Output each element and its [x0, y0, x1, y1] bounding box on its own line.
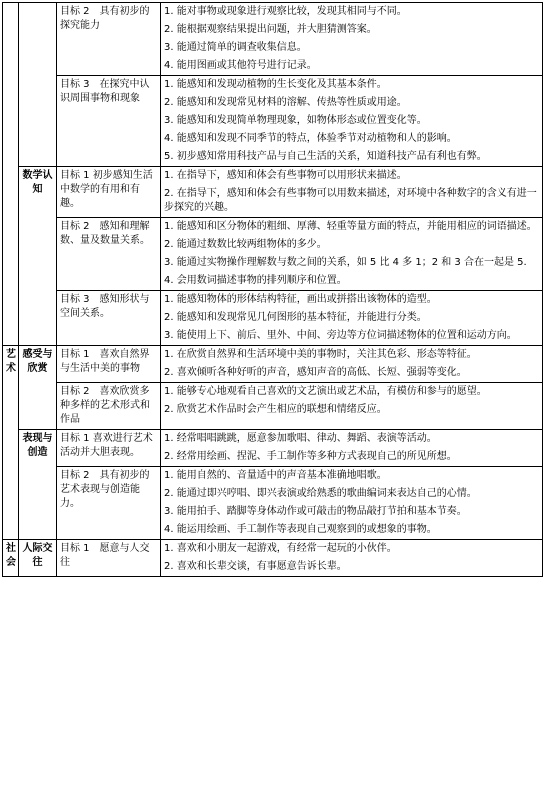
- goal-items: [161, 467, 543, 540]
- list-item: 5. 初步感知常用科技产品与自己生活的关系，知道科技产品有利也有弊。: [164, 151, 487, 162]
- list-item: 3. 能通过简单的调查收集信息。: [164, 42, 307, 53]
- subdomain-cell: 表现与创造: [19, 430, 57, 540]
- list-item: 1. 在指导下，感知和体会有些事物可以用形状来描述。: [164, 170, 407, 181]
- goal-title: 目标 1 初步感知生活中数学的有用和有趣。: [57, 167, 161, 218]
- subdomain-cell: 人际交往: [19, 540, 57, 577]
- domain-cell: 艺术: [3, 346, 19, 540]
- list-item: 3. 能感知和发现简单物理现象，如物体形态或位置变化等。: [164, 115, 427, 126]
- goal-items: [161, 3, 543, 76]
- list-item: 4. 能运用绘画、手工制作等表现自己观察到的或想象的事物。: [164, 524, 437, 535]
- list-item: 2. 喜欢和长辈交谈，有事愿意告诉长辈。: [164, 561, 347, 572]
- table-row: [3, 540, 543, 577]
- subdomain-cell: [19, 3, 57, 167]
- domain-cell: [3, 3, 19, 346]
- table-row: [3, 76, 543, 167]
- list-item: 2. 能感知和发现常见几何图形的基本特征，并能进行分类。: [164, 312, 427, 323]
- list-item: 2. 能通过即兴哼唱、即兴表演或给熟悉的歌曲编词来表达自己的心情。: [164, 488, 477, 499]
- subdomain-cell: 数学认知: [19, 167, 57, 346]
- goal-items: [161, 218, 543, 291]
- goal-title: 目标 1 喜欢自然界与生活中美的事物: [57, 346, 161, 383]
- list-item: 1. 在欣赏自然界和生活环境中美的事物时，关注其色彩、形态等特征。: [164, 349, 477, 360]
- goal-title: 目标 2 具有初步的艺术表现与创造能力。: [57, 467, 161, 540]
- goal-title: 目标 1 喜欢进行艺术活动并大胆表现。: [57, 430, 161, 467]
- goal-title: 目标 2 喜欢欣赏多种多样的艺术形式和作品: [57, 383, 161, 430]
- list-item: 2. 能通过数数比较两组物体的多少。: [164, 239, 327, 250]
- domain-cell: 社会: [3, 540, 19, 577]
- goal-items: [161, 540, 543, 577]
- goal-items: [161, 430, 543, 467]
- goal-items: [161, 167, 543, 218]
- table-row: [3, 346, 543, 383]
- list-item: 2. 能根据观察结果提出问题，并大胆猜测答案。: [164, 24, 377, 35]
- table-row: [3, 383, 543, 430]
- goal-items: [161, 291, 543, 346]
- goal-items: [161, 383, 543, 430]
- goal-title: 目标 3 感知形状与空间关系。: [57, 291, 161, 346]
- goal-title: 目标 2 具有初步的探究能力: [57, 3, 161, 76]
- list-item: 2. 欣赏艺术作品时会产生相应的联想和情绪反应。: [164, 404, 387, 415]
- list-item: 3. 能用拍手、踏脚等身体动作或可敲击的物品敲打节拍和基本节奏。: [164, 506, 467, 517]
- subdomain-cell: 感受与欣赏: [19, 346, 57, 430]
- list-item: 1. 喜欢和小朋友一起游戏，有经常一起玩的小伙伴。: [164, 543, 397, 554]
- goal-items: [161, 76, 543, 167]
- list-item: 3. 能通过实物操作理解数与数之间的关系，如 5 比 4 多 1；2 和 3 合在一起是 5.: [164, 257, 527, 268]
- table-row: [3, 218, 543, 291]
- list-item: 2. 在指导下，感知和体会有些事物可以用数来描述，对环境中各种数字的含义有进一步探究的兴趣。: [164, 188, 537, 213]
- list-item: 1. 能感知和区分物体的粗细、厚薄、轻重等量方面的特点，并能用相应的词语描述。: [164, 221, 537, 232]
- table-row: [3, 167, 543, 218]
- list-item: 1. 能对事物或现象进行观察比较，发现其相同与不同。: [164, 6, 407, 17]
- list-item: 2. 喜欢倾听各种好听的声音，感知声音的高低、长短、强弱等变化。: [164, 367, 467, 378]
- goal-title: 目标 3 在探究中认识周围事物和现象: [57, 76, 161, 167]
- list-item: 3. 能使用上下、前后、里外、中间、旁边等方位词描述物体的位置和运动方向。: [164, 330, 517, 341]
- list-item: 2. 经常用绘画、捏泥、手工制作等多种方式表现自己的所见所想。: [164, 451, 457, 462]
- list-item: 1. 能够专心地观看自己喜欢的文艺演出或艺术品，有模仿和参与的愿望。: [164, 386, 487, 397]
- goal-title: 目标 1 愿意与人交往: [57, 540, 161, 577]
- table-row: [3, 3, 543, 76]
- list-item: 4. 能用图画或其他符号进行记录。: [164, 60, 317, 71]
- list-item: 1. 能感知物体的形体结构特征，画出或拼搭出该物体的造型。: [164, 294, 437, 305]
- list-item: 2. 能感知和发现常见材料的溶解、传热等性质或用途。: [164, 97, 407, 108]
- list-item: 4. 会用数词描述事物的排列顺序和位置。: [164, 275, 347, 286]
- list-item: 1. 能用自然的、音量适中的声音基本准确地唱歌。: [164, 470, 387, 481]
- goal-items: [161, 346, 543, 383]
- list-item: 1. 能感知和发现动植物的生长变化及其基本条件。: [164, 79, 387, 90]
- list-item: 1. 经常唱唱跳跳，愿意参加歌唱、律动、舞蹈、表演等活动。: [164, 433, 437, 444]
- table-row: [3, 430, 543, 467]
- table-row: [3, 467, 543, 540]
- table-row: [3, 291, 543, 346]
- list-item: 4. 能感知和发现不同季节的特点，体验季节对动植物和人的影响。: [164, 133, 457, 144]
- goal-title: 目标 2 感知和理解数、量及数量关系。: [57, 218, 161, 291]
- curriculum-table: [2, 2, 543, 577]
